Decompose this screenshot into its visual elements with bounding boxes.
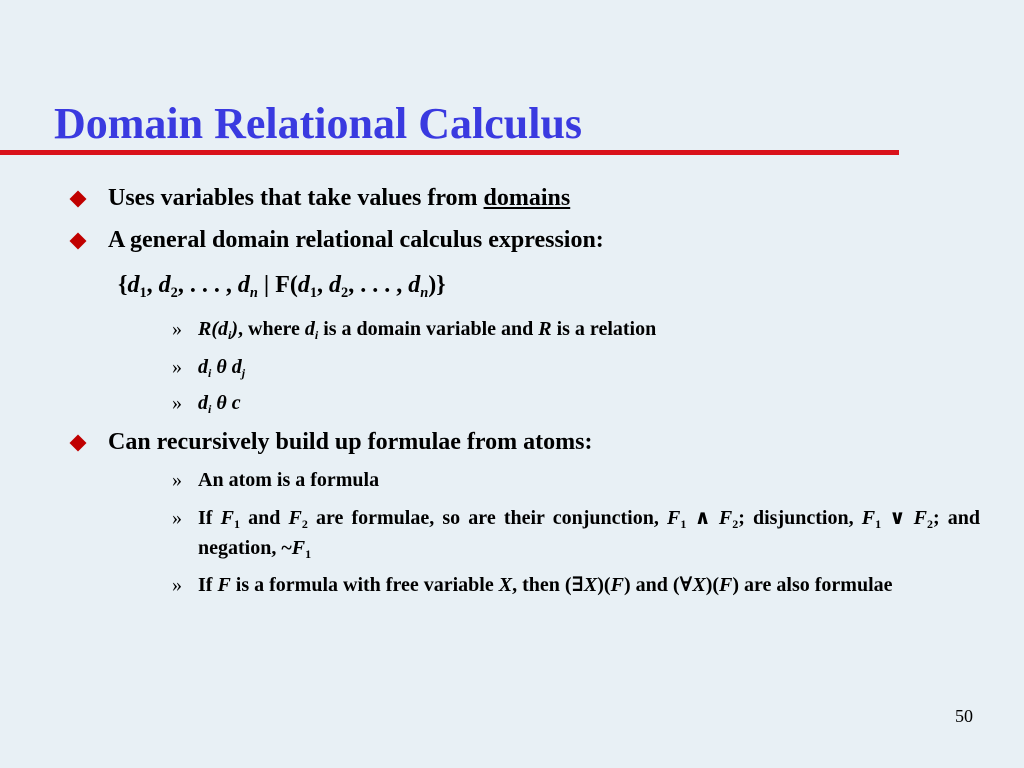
slide-title: Domain Relational Calculus [54, 99, 583, 148]
domains-underlined: domains [483, 185, 571, 211]
sub-bullet-marker: » [172, 507, 182, 529]
bullet-text: Uses variables that take values from [108, 185, 484, 211]
sub-bullet-marker: » [172, 574, 182, 596]
bullet-uses-variables [108, 184, 570, 212]
bullet-diamond-icon [70, 191, 87, 208]
formula-atom: » An atom is a formula [172, 465, 980, 495]
atom-relation: » $R(d_i)$, where $d_i$ is a domain variable and R is a relation [172, 314, 980, 344]
page-number: 50 [955, 706, 973, 726]
sub-bullet-marker: » [172, 469, 182, 491]
atom-di-theta-dj: » $d_i$ θ $d_j$ [172, 352, 980, 382]
sub-bullet-marker: » [172, 356, 182, 378]
bullet-diamond-icon [70, 435, 87, 452]
sub-bullet-marker: » [172, 392, 182, 414]
formula-conjunction: » If $F_1$ and $F_2$ are formulae, so are their conjunction, $F_1$ ∧ $F_2$; disjunction, $F_1$ ∨ $F_2$; and negation, $\sim F_1$ [172, 503, 980, 563]
title-rule [0, 150, 899, 155]
bullet-diamond-icon [70, 233, 87, 250]
sub-bullet-marker: » [172, 318, 182, 340]
formula-quantifiers: » If F is a formula with free variable X, then (∃X)(F) and (∀X)(F) are also formulae [172, 570, 980, 630]
bullet-recursive-build: Can recursively build up formulae from atoms: [108, 429, 593, 455]
atom-di-theta-c: » $d_i$ θ c [172, 388, 980, 418]
calculus-expression: {$d_1$, $d_2$, . . . , $d_n$ | $F(d_1$, $d_2$, . . . , $d_n$)} [118, 272, 446, 302]
bullet-general-expression: A general domain relational calculus expression: [108, 227, 604, 253]
